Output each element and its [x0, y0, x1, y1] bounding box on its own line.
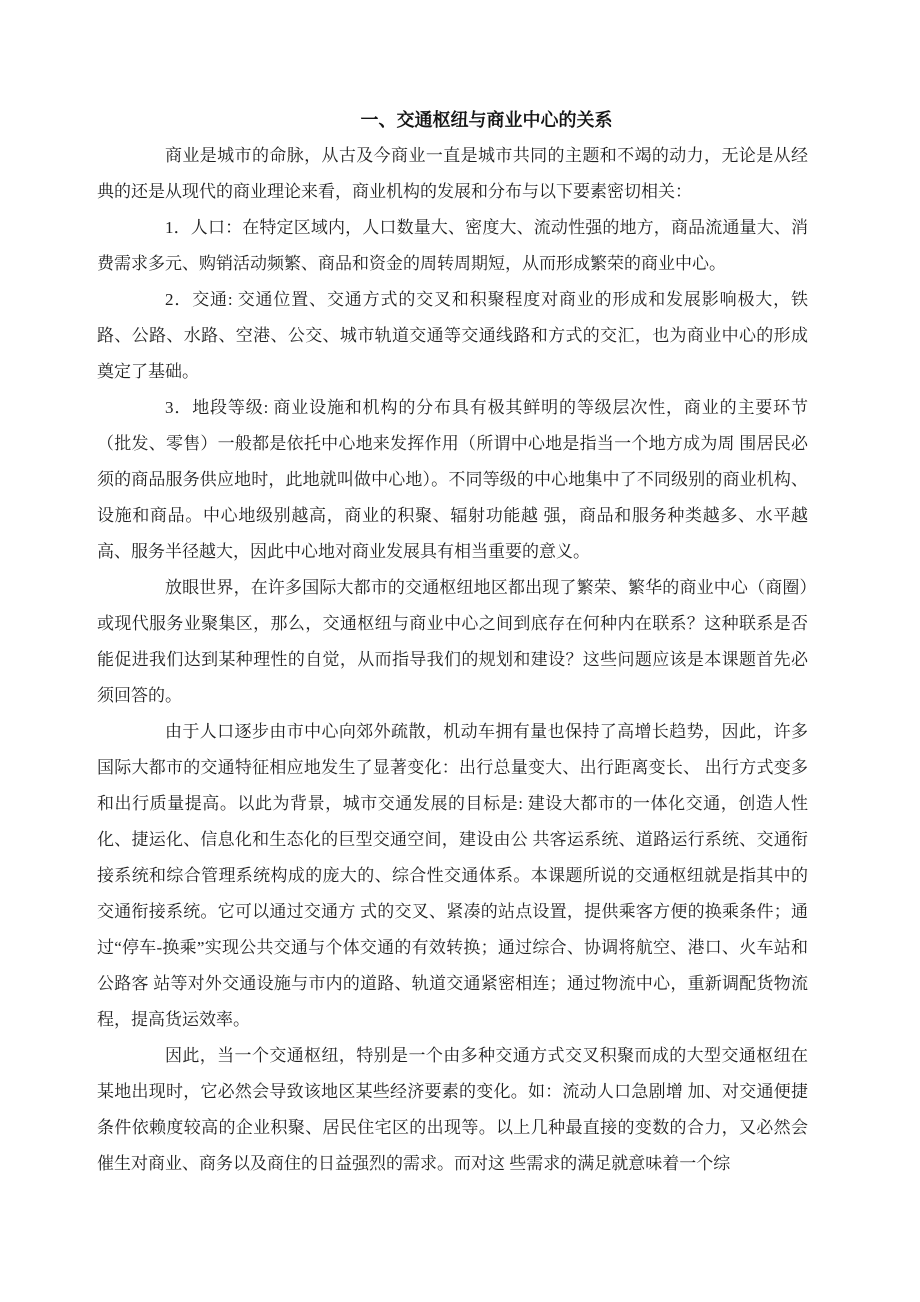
paragraph-factor-location-grade: 3．地段等级: 商业设施和机构的分布具有极其鲜明的等级层次性，商业的主要环节（批发、零售）一般都是依托中心地来发挥作用（所谓中心地是指当一个地方成为周 围居民必须的商品服务供应地时，此地就叫做中心地）。不同等级的中心地集中了不同级别的商业机构、设施和商品。中心地级别越高，商业的积聚、辐射功能越 强，商品和服务种类越多、水平越高、服务半径越大，因此中心地对商业发展具有相当重要的意义。	[97, 398, 808, 561]
paragraph-factor-population: 1．人口：在特定区域内，人口数量大、密度大、流动性强的地方，商品流通量大、消费需求多元、购销活动频繁、商品和资金的周转周期短，从而形成繁荣的商业中心。	[97, 218, 808, 273]
paragraph-factor-traffic: 2．交通: 交通位置、交通方式的交叉和积聚程度对商业的形成和发展影响极大，铁路、公路、水路、空港、公交、城市轨道交通等交通线路和方式的交汇，也为商业中心的形成奠定了基础。	[97, 290, 808, 381]
paragraph-urban-traffic-trends: 由于人口逐步由市中心向郊外疏散，机动车拥有量也保持了高增长趋势，因此，许多国际大都市的交通特征相应地发生了显著变化：出行总量变大、出行距离变长、 出行方式变多和出行质量提高。以此为背景，城市交通发展的目标是: 建设大都市的一体化交通，创造人性化、捷运化、信息化和生态化的巨型交通空间，建设由公 共客运系统、道路运行系统、交通衔接系统和综合管理系统构成的庞大的、综合性交通体系。本课题所说的交通枢纽就是指其中的交通衔接系统。它可以通过交通方 式的交叉、紧凑的站点设置，提供乘客方便的换乘条件；通过“停车-换乘”实现公共交通与个体交通的有效转换；通过综合、协调将航空、港口、火车站和公路客 站等对外交通设施与市内的道路、轨道交通紧密相连；通过物流中心，重新调配货物流程，提高货运效率。	[97, 722, 808, 1029]
document-body	[97, 138, 808, 1182]
document-title: 一、交通枢纽与商业中心的关系	[360, 110, 613, 130]
paragraph-hub-economic-effects: 因此，当一个交通枢纽，特别是一个由多种交通方式交叉积聚而成的大型交通枢纽在某地出现时，它必然会导致该地区某些经济要素的变化。如：流动人口急剧增 加、对交通便捷条件依赖度较高的企业积聚、居民住宅区的出现等。以上几种最直接的变数的合力，又必然会催生对商业、商务以及商住的日益强烈的需求。而对这 些需求的满足就意味着一个综	[97, 1046, 808, 1173]
paragraph-intro: 商业是城市的命脉，从古及今商业一直是城市共同的主题和不竭的动力，无论是从经典的还是从现代的商业理论来看，商业机构的发展和分布与以下要素密切相关：	[97, 146, 808, 201]
paragraph-world-view: 放眼世界，在许多国际大都市的交通枢纽地区都出现了繁荣、繁华的商业中心（商圈）或现代服务业聚集区，那么，交通枢纽与商业中心之间到底存在何种内在联系？这种联系是否能促进我们达到某种理性的自觉，从而指导我们的规划和建设？这些问题应该是本课题首先必须回答的。	[97, 578, 808, 705]
